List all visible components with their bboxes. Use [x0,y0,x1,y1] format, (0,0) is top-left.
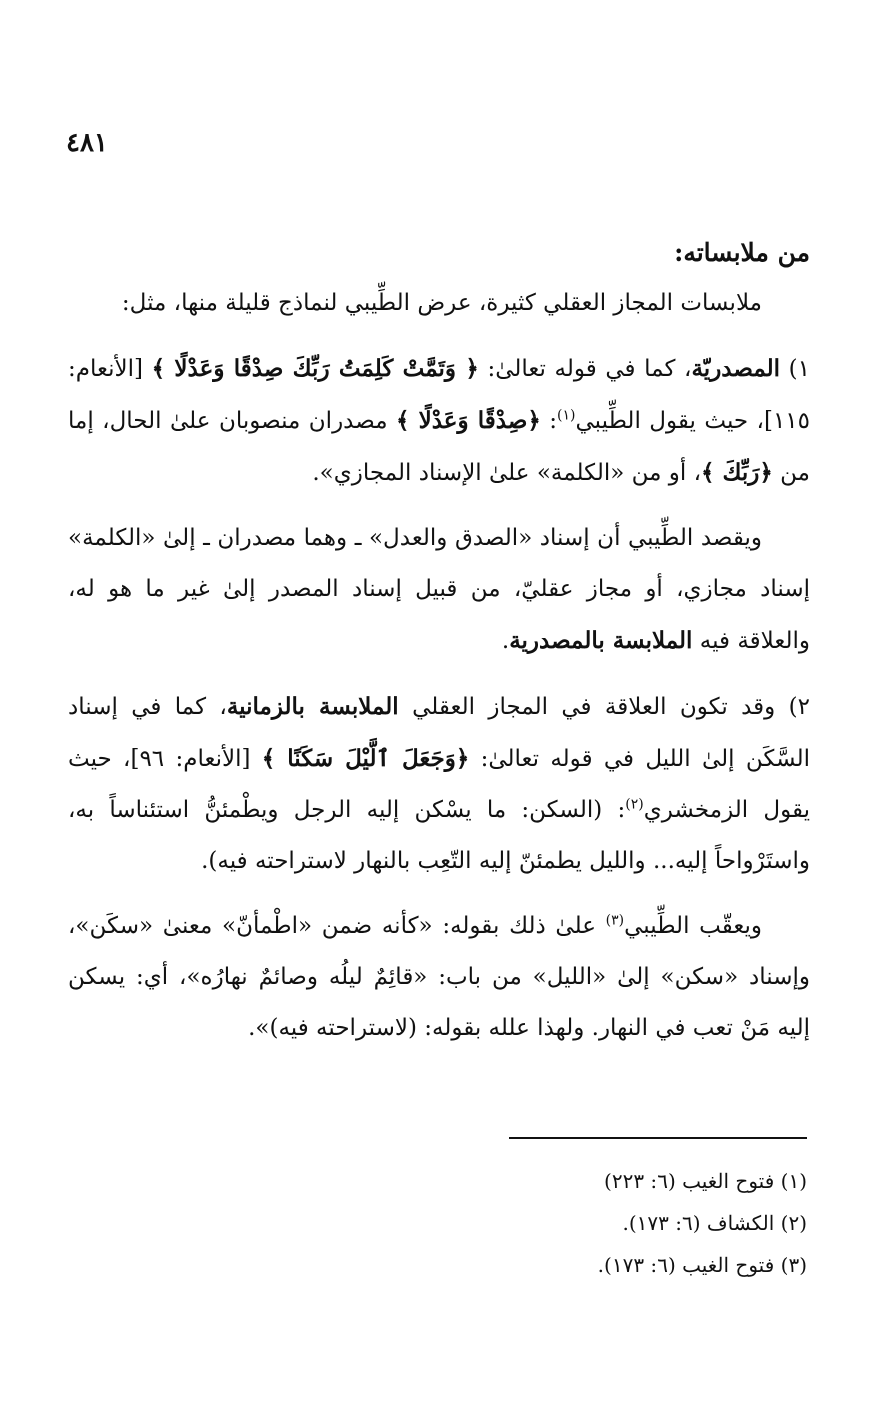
quran-verse: ﴿ وَتَمَّتْ كَلِمَتُ رَبِّكَ صِدْقًا وَعَدْلًا ﴾ [151,355,479,382]
item-1-text-a: ، كما في قوله تعالىٰ: [478,356,692,382]
item-1-text-b: [الأنعام: ١١٥]، حيث يقول الطِّيبي [68,356,811,434]
item-2-text-d: : (السكن: ما يسْكن إليه الرجل ويطْمئنُّ استئناساً به، واستَرْواحاً إليه... والليل يطمئنّ إليه التّعِب بالنهار لاستراحته فيه). [68,797,810,874]
footnote-ref-2[interactable]: (٢) [625,796,644,813]
explanation-bold-term: الملابسة بالمصدرية [509,627,693,654]
item-2-text-a: ٢) وقد تكون العلاقة في المجاز العقلي [398,694,810,720]
explanation-text: ويقصد الطِّيبي أن إسناد «الصدق والعدل» ـ وهما مصدران ـ إلىٰ «الكلمة» إسناد مجازي، أو مجاز عقليّ، من قبيل إسناد المصدر إلىٰ غير ما هو له، والعلاقة فيه [68,525,810,654]
item-1-number: ١) [780,356,810,382]
footnote-ref-3[interactable]: (٣) [605,912,625,929]
footnote-2: (٢) الكشاف (٦: ١٧٣). [622,1211,807,1235]
section-heading: من ملابساته: [674,238,810,267]
explanation-end: . [501,628,510,654]
paragraph-item-2-explanation [68,901,810,1054]
footnotes [107,1160,807,1286]
footnote-separator [509,1137,807,1139]
item-1-text-d: مصدران منصوبان علىٰ الحال، إما من [68,408,810,486]
footnote-3: (٣) فتوح الغيب (٦: ١٧٣). [597,1253,807,1277]
item-1-text-c: : [540,408,558,434]
paragraph-item-1 [68,343,810,499]
paragraph-item-1-explanation [68,513,810,667]
item-2-text-b: ، كما في إسناد السَّكَن إلىٰ الليل في قوله تعالىٰ: [68,694,810,772]
footnote-1: (١) فتوح الغيب (٦: ٢٢٣) [604,1169,807,1193]
paragraph-item-2 [68,681,810,887]
item-2-bold-term: الملابسة بالزمانية [226,693,399,720]
item-2-explain-a: ويعقّب الطِّيبي [624,913,763,939]
intro-paragraph: ملابسات المجاز العقلي كثيرة، عرض الطِّيبي لنماذج قليلة منها، مثل: [121,290,762,316]
item-1-label: المصدريّة [691,355,781,382]
main-text [68,228,810,1068]
quran-verse-4: ﴿وَجَعَلَ ٱلَّيْلَ سَكَنًا ﴾ [261,745,470,772]
item-1-text-e: ، أو من «الكلمة» علىٰ الإسناد المجازي». [312,460,701,486]
footnote-ref-1[interactable]: (١) [557,407,576,424]
item-2-explain-b: علىٰ ذلك بقوله: «كأنه ضمن «اطْمأنّ» معنىٰ «سكَن»، وإسناد «سكن» إلىٰ «الليل» من باب: «قائِمٌ ليلُه وصائمٌ نهارُه»، أي: يسكن إليه مَنْ تعب في النهار. ولهذا علله بقوله: (لاستراحته فيه)». [68,913,810,1041]
item-2-text-c: [الأنعام: ٩٦]، حيث يقول الزمخشري [68,746,811,823]
page-number: ٤٨١ [66,128,108,158]
quran-verse-2: ﴿صِدْقًا وَعَدْلًا ﴾ [395,407,541,434]
quran-verse-3: ﴿رَبِّكَ ﴾ [701,459,773,486]
